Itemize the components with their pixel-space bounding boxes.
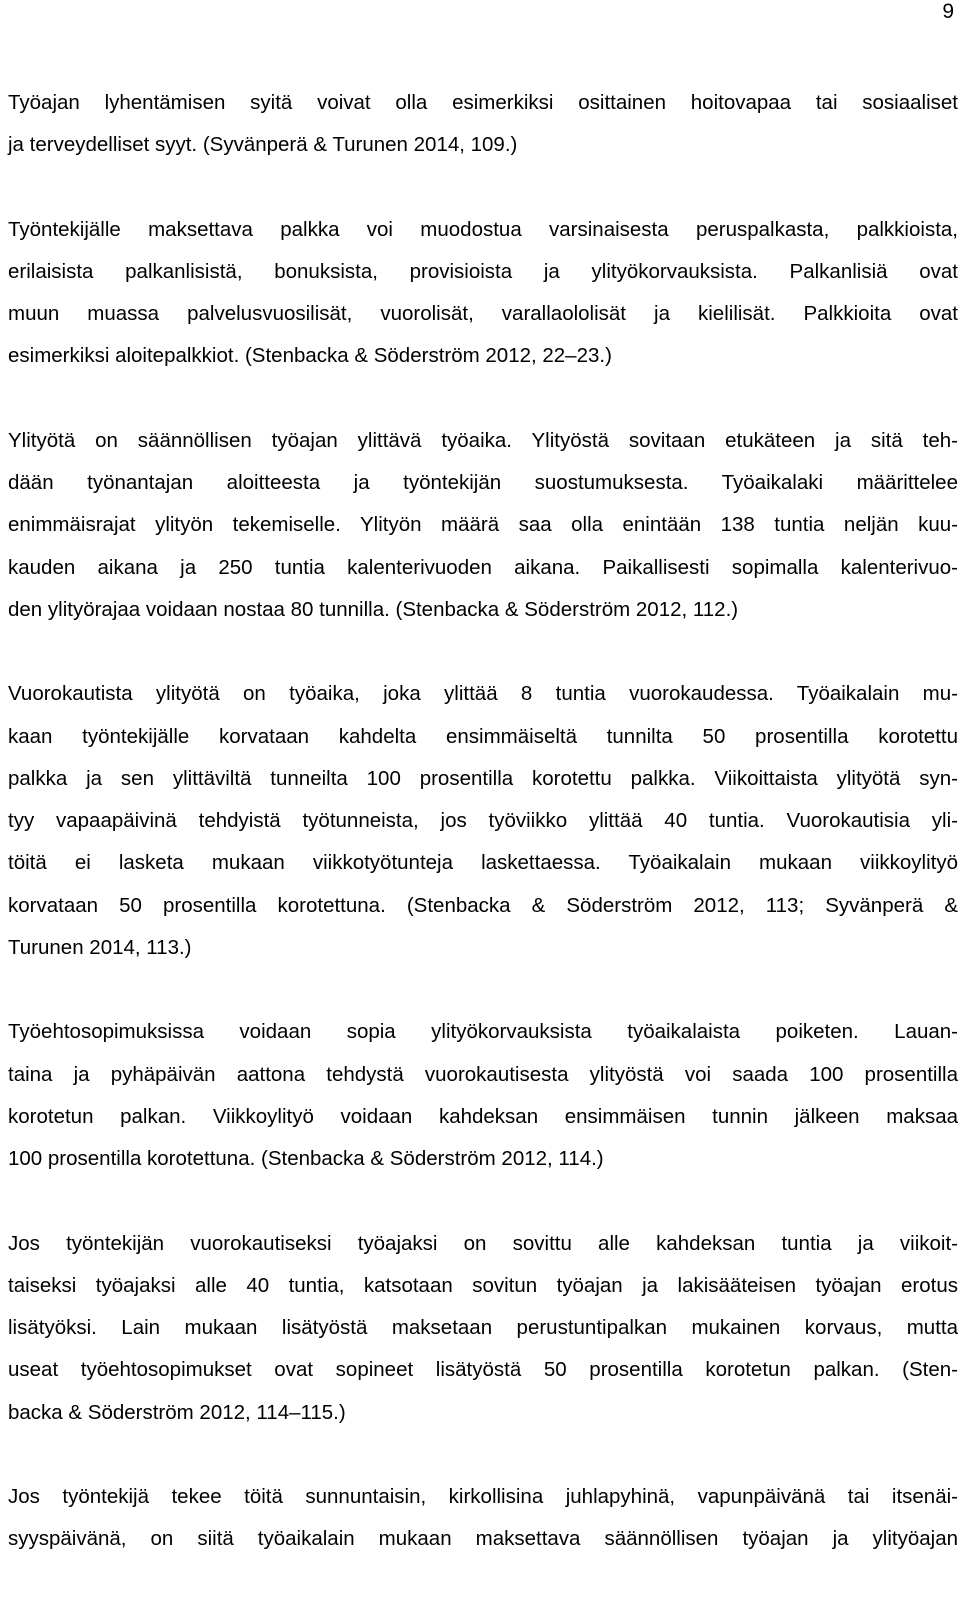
- text-line: Jos työntekijä tekee töitä sunnuntaisin, kirkollisina juhlapyhinä, vapunpäivänä tai itsenäi-: [8, 1485, 958, 1509]
- text-line: Ylityötä on säännöllisen työajan ylittävä työaika. Ylityöstä sovitaan etukäteen ja sitä teh-: [8, 428, 958, 452]
- paragraph: [8, 673, 958, 969]
- text-line: Työehtosopimuksissa voidaan sopia ylityökorvauksista työaikalaista poiketen. Lauan-: [8, 1020, 958, 1044]
- text-line: ja terveydelliset syyt. (Syvänperä & Turunen 2014, 109.): [8, 133, 518, 157]
- paragraph: [8, 82, 958, 167]
- text-line: töitä ei lasketa mukaan viikkotyötunteja laskettaessa. Työaikalain mukaan viikkoylityö: [8, 851, 958, 875]
- text-line: palkka ja sen ylittäviltä tunneilta 100 prosentilla korotettu palkka. Viikoittaista ylityötä syn-: [8, 766, 958, 790]
- text-line: kauden aikana ja 250 tuntia kalenterivuoden aikana. Paikallisesti sopimalla kalenterivuo-: [8, 555, 958, 579]
- text-line: backa & Söderström 2012, 114–115.): [8, 1400, 346, 1424]
- text-line: useat työehtosopimukset ovat sopineet lisätyöstä 50 prosentilla korotetun palkan. (Sten-: [8, 1358, 958, 1382]
- paragraph: [8, 1011, 958, 1180]
- text-line: lisätyöksi. Lain mukaan lisätyöstä maksetaan perustuntipalkan mukainen korvaus, mutta: [8, 1316, 958, 1340]
- paragraph: [8, 420, 958, 631]
- text-line: erilaisista palkanlisistä, bonuksista, provisioista ja ylityökorvauksista. Palkanlisiä ovat: [8, 259, 958, 283]
- text-line: enimmäisrajat ylityön tekemiselle. Ylityön määrä saa olla enintään 138 tuntia neljän kuu-: [8, 513, 958, 537]
- text-line: Työntekijälle maksettava palkka voi muodostua varsinaisesta peruspalkasta, palkkioista,: [8, 217, 958, 241]
- text-line: esimerkiksi aloitepalkkiot. (Stenbacka & Söderström 2012, 22–23.): [8, 344, 612, 368]
- text-line: dään työnantajan aloitteesta ja työntekijän suostumuksesta. Työaikalaki määrittelee: [8, 471, 958, 495]
- paragraph: [8, 1476, 958, 1561]
- paragraph: [8, 1223, 958, 1434]
- text-line: Jos työntekijän vuorokautiseksi työajaksi on sovittu alle kahdeksan tuntia ja viikoit-: [8, 1231, 958, 1255]
- text-line: muun muassa palvelusvuosilisät, vuorolisät, varallaololisät ja kielilisät. Palkkioita ovat: [8, 302, 958, 326]
- page-number: 9: [942, 0, 954, 23]
- text-line: 100 prosentilla korotettuna. (Stenbacka & Söderström 2012, 114.): [8, 1147, 604, 1171]
- text-line: taina ja pyhäpäivän aattona tehdystä vuorokautisesta ylityöstä voi saada 100 prosentilla: [8, 1062, 958, 1086]
- text-line: syyspäivänä, on siitä työaikalain mukaan maksettava säännöllisen työajan ja ylityöajan: [8, 1527, 958, 1551]
- text-line: den ylityörajaa voidaan nostaa 80 tunnilla. (Stenbacka & Söderström 2012, 112.): [8, 597, 739, 621]
- text-line: kaan työntekijälle korvataan kahdelta ensimmäiseltä tunnilta 50 prosentilla korotettu: [8, 724, 958, 748]
- text-line: tyy vapaapäivinä tehdyistä työtunneista, jos työviikko ylittää 40 tuntia. Vuorokautisia yli-: [8, 809, 958, 833]
- text-line: korotetun palkan. Viikkoylityö voidaan kahdeksan ensimmäisen tunnin jälkeen maksaa: [8, 1104, 958, 1128]
- text-line: Vuorokautista ylityötä on työaika, joka ylittää 8 tuntia vuorokaudessa. Työaikalain mu-: [8, 682, 958, 706]
- text-line: korvataan 50 prosentilla korotettuna. (Stenbacka & Söderström 2012, 113; Syvänperä &: [8, 893, 958, 917]
- document-body: [8, 82, 958, 1603]
- text-line: taiseksi työajaksi alle 40 tuntia, katsotaan sovitun työajan ja lakisääteisen työajan erotus: [8, 1273, 958, 1297]
- text-line: Työajan lyhentämisen syitä voivat olla esimerkiksi osittainen hoitovapaa tai sosiaaliset: [8, 91, 958, 114]
- text-line: Turunen 2014, 113.): [8, 936, 192, 960]
- paragraph: [8, 209, 958, 378]
